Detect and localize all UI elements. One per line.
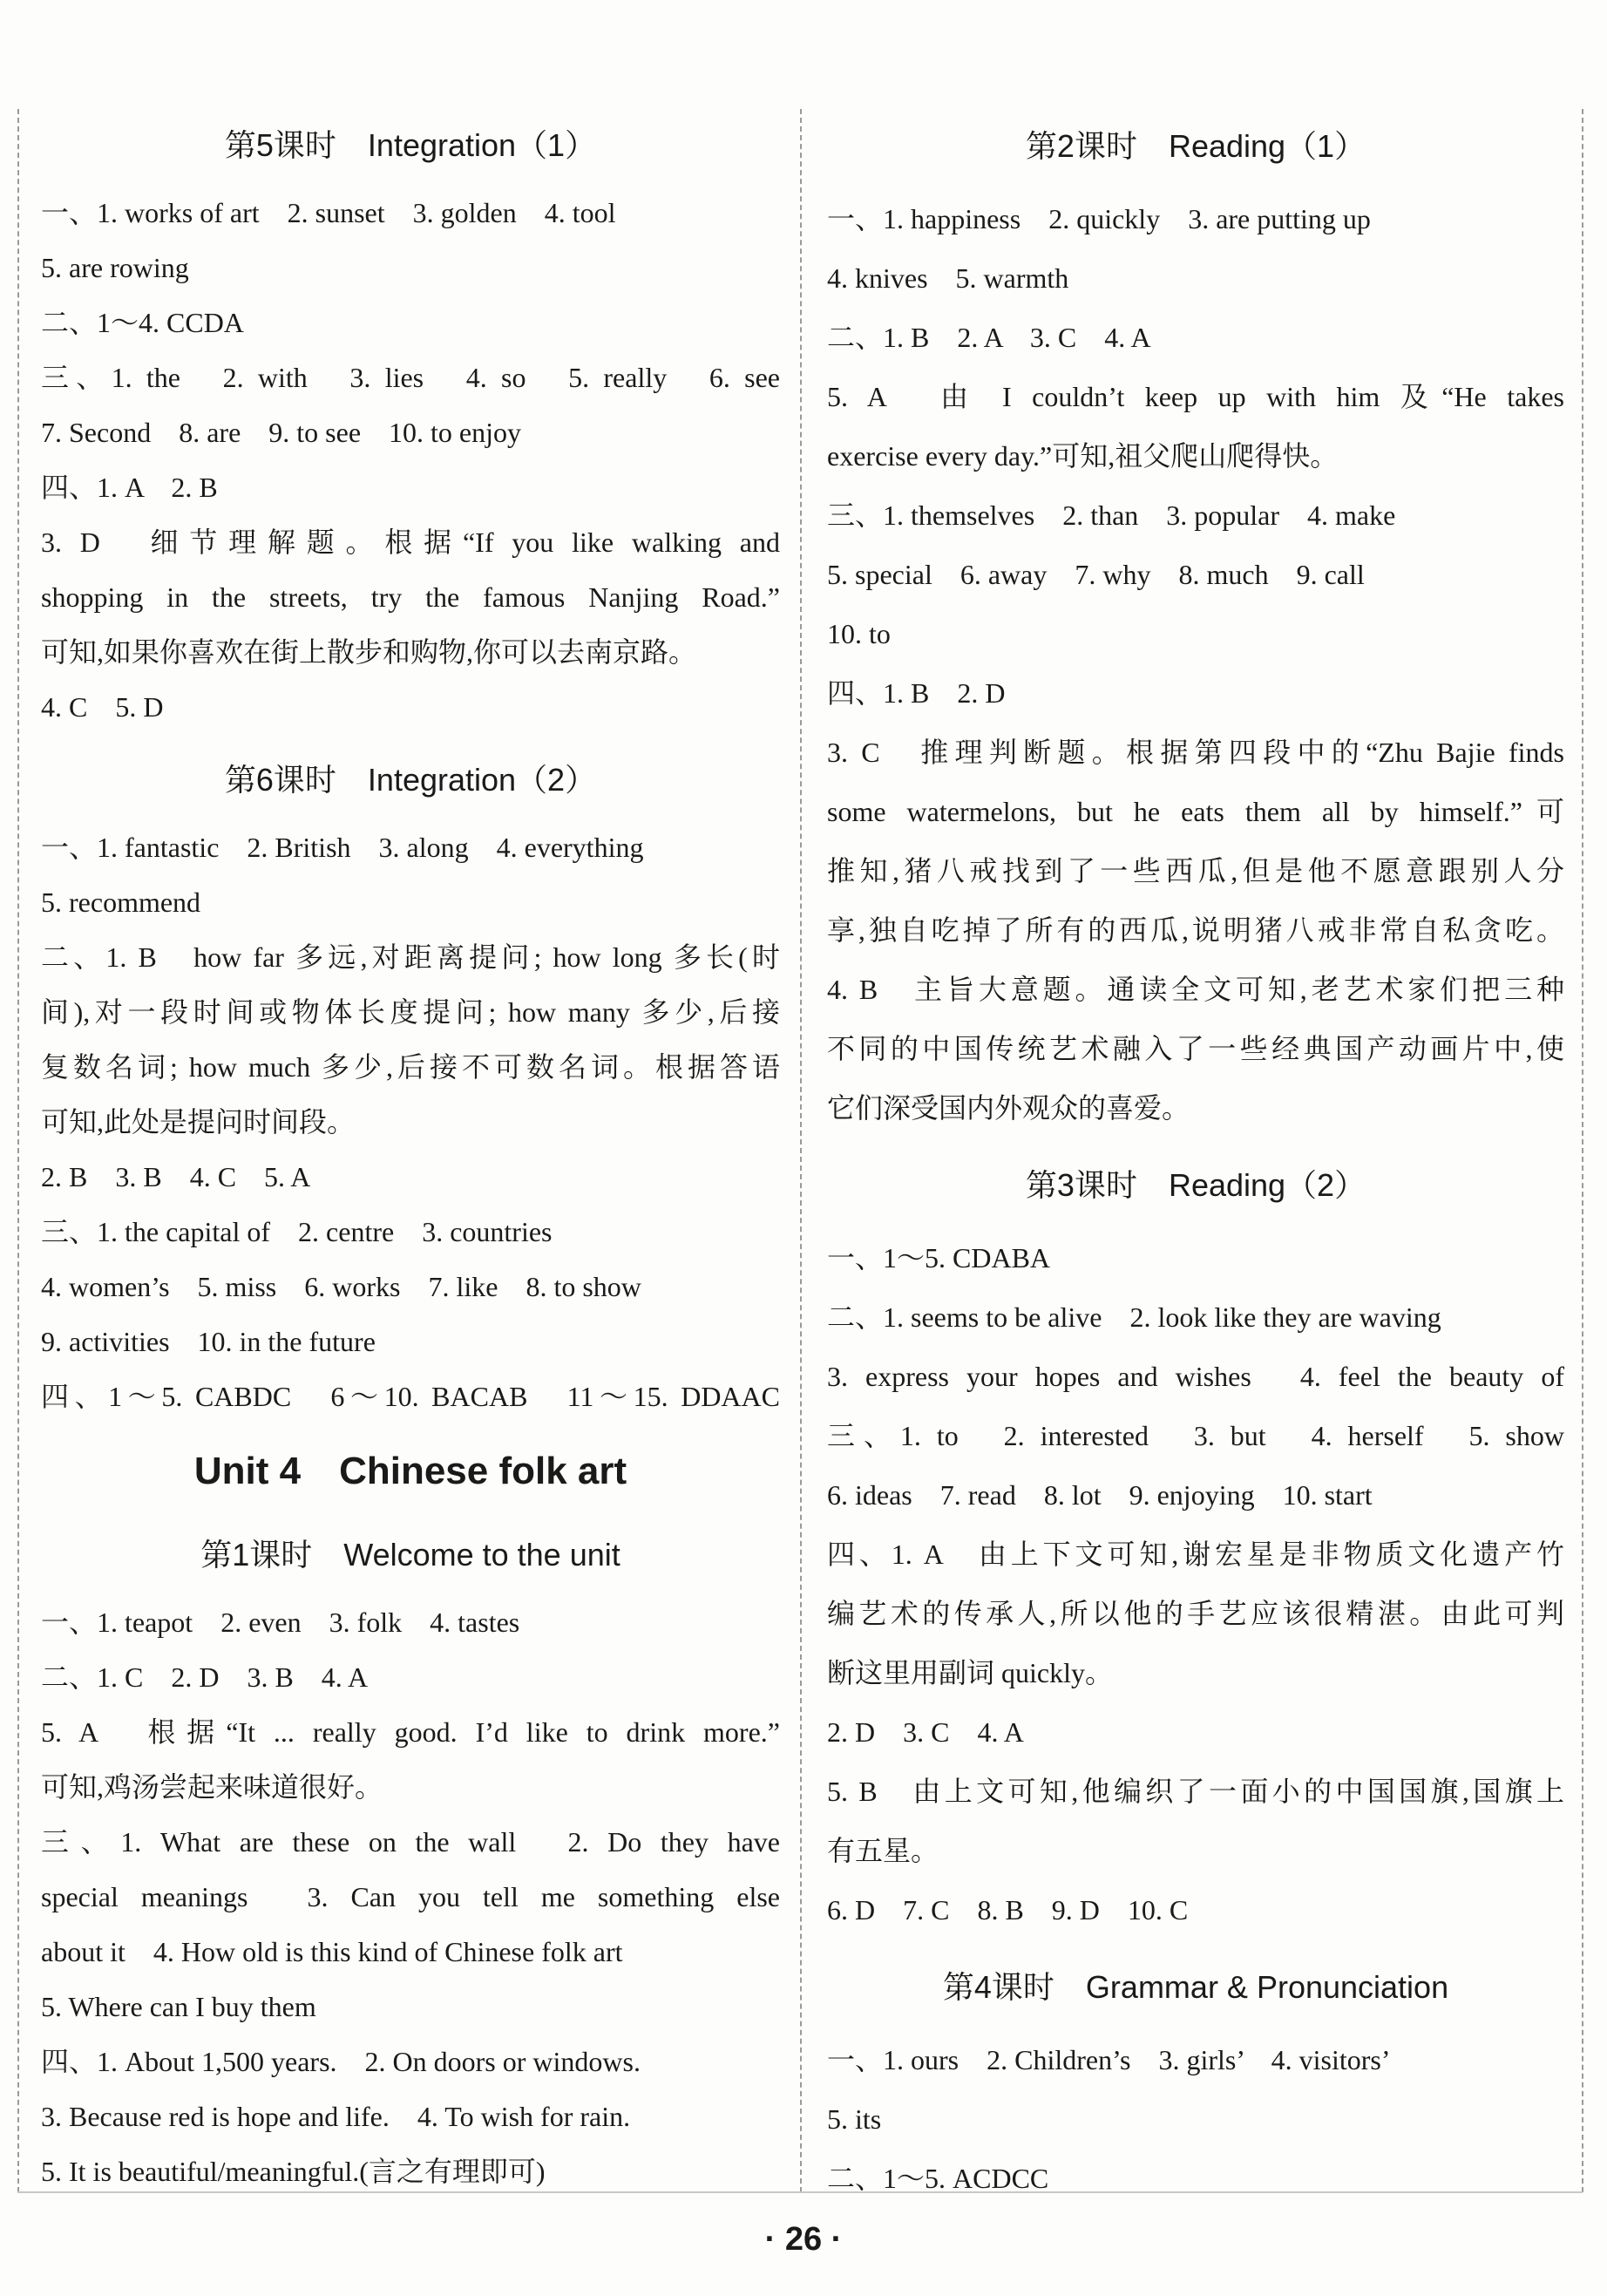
answer-line: 一、1. fantastic 2. British 3. along 4. everything [41, 832, 644, 863]
answer-line: 5. A 由 I couldn’t keep up with him 及“He takes [827, 381, 1564, 412]
lesson-heading: 第2课时 Reading（1） [1025, 127, 1366, 164]
answer-line: 5. recommend [41, 886, 201, 918]
answer-line: 推知,猪八戒找到了一些西瓜,但是他不愿意跟别人分 [827, 855, 1564, 886]
answer-line: 5. Where can I buy them [41, 1991, 316, 2022]
answer-line: 四、1. A 由上下文可知,谢宏星是非物质文化遗产竹 [827, 1539, 1564, 1570]
answer-line: 5. It is beautiful/meaningful.(言之有理即可) [41, 2156, 546, 2187]
answer-line: 不同的中国传统艺术融入了一些经典国产动画片中,使 [827, 1033, 1564, 1064]
answer-line: 二、1～4. CCDA [41, 307, 244, 338]
lesson-heading: 第5课时 Integration（1） [224, 126, 597, 163]
answer-line: 三、1. the 2. with 3. lies 4. so 5. really 6. see [41, 362, 780, 393]
answer-line: 4. C 5. D [41, 691, 164, 723]
left-margin-dashed-line [17, 109, 19, 2192]
answer-line: 一、1. ours 2. Children’s 3. girls’ 4. visitors’ [827, 2044, 1391, 2075]
answer-line: 5. special 6. away 7. why 8. much 9. call [827, 559, 1365, 590]
lesson-heading: 第3课时 Reading（2） [1025, 1166, 1366, 1203]
answer-line: 三、1. themselves 2. than 3. popular 4. make [827, 499, 1396, 531]
answer-line: 四、1. About 1,500 years. 2. On doors or windows. [41, 2046, 641, 2077]
answer-line: 5. A 根据“It ... really good. I’d like to drink more.” [41, 1716, 780, 1748]
answer-line: 四、1. A 2. B [41, 472, 218, 503]
answer-line: 3. C 推理判断题。根据第四段中的“Zhu Bajie finds [827, 737, 1564, 768]
answer-line: 二、1～5. ACDCC [827, 2163, 1049, 2194]
answer-line: 2. B 3. B 4. C 5. A [41, 1161, 311, 1192]
answer-line: 5. are rowing [41, 252, 189, 283]
answer-line: about it 4. How old is this kind of Chinese folk art [41, 1936, 623, 1967]
answer-line: 一、1～5. CDABA [827, 1242, 1051, 1274]
answer-line: 一、1. happiness 2. quickly 3. are putting up [827, 203, 1371, 234]
answer-line: 断这里用副词 quickly。 [827, 1657, 1113, 1688]
answer-line: 3. D 细节理解题。根据“If you like walking and [41, 526, 780, 558]
answer-line: some watermelons, but he eats them all by himself.”可 [827, 796, 1564, 827]
answer-line: special meanings 3. Can you tell me something else [41, 1881, 780, 1912]
answer-line: 享,独自吃掉了所有的西瓜,说明猪八戒非常自私贪吃。 [827, 914, 1564, 946]
answer-line: 一、1. works of art 2. sunset 3. golden 4. tool [41, 197, 616, 228]
answer-line: 3. express your hopes and wishes 4. feel the beauty of [827, 1361, 1564, 1392]
answer-line: 6. ideas 7. read 8. lot 9. enjoying 10. start [827, 1479, 1373, 1511]
answer-line: 四、1～5. CABDC 6～10. BACAB 11～15. DDAAC [41, 1381, 780, 1412]
answer-line: 三、1. the capital of 2. centre 3. countries [41, 1216, 553, 1247]
left-column [41, 0, 780, 2199]
answer-line: shopping in the streets, try the famous Nanjing Road.” [41, 581, 780, 613]
answer-line: exercise every day.”可知,祖父爬山爬得快。 [827, 440, 1339, 472]
answer-line: 5. B 由上文可知,他编织了一面小的中国国旗,国旗上 [827, 1776, 1564, 1807]
answer-line: 二、1. B how far 多远,对距离提问; how long 多长(时 [41, 941, 780, 973]
answer-line: 三、1. to 2. interested 3. but 4. herself 5. show [827, 1420, 1564, 1451]
lesson-heading: 第1课时 Welcome to the unit [200, 1536, 620, 1573]
answer-line: 有五星。 [827, 1835, 939, 1866]
answer-line: 7. Second 8. are 9. to see 10. to enjoy [41, 417, 522, 448]
answer-line: 一、1. teapot 2. even 3. folk 4. tastes [41, 1607, 520, 1638]
answer-line: 4. knives 5. warmth [827, 262, 1069, 294]
answer-line: 二、1. seems to be alive 2. look like they are waving [827, 1301, 1441, 1333]
answer-line: 四、1. B 2. D [827, 677, 1006, 709]
answer-line: 可知,鸡汤尝起来味道很好。 [41, 1771, 383, 1803]
answer-line: 4. B 主旨大意题。通读全文可知,老艺术家们把三种 [827, 974, 1564, 1005]
page-number: · 26 · [764, 2221, 843, 2258]
answer-line: 复数名词; how much 多少,后接不可数名词。根据答语 [41, 1051, 780, 1083]
answer-line: 二、1. B 2. A 3. C 4. A [827, 322, 1151, 353]
answer-line: 4. women’s 5. miss 6. works 7. like 8. to show [41, 1271, 641, 1302]
unit-title: Unit 4 Chinese folk art [193, 1450, 627, 1492]
answer-line: 它们深受国内外观众的喜爱。 [827, 1092, 1190, 1124]
answer-line: 5. its [827, 2103, 882, 2135]
answer-line: 3. Because red is hope and life. 4. To wish for rain. [41, 2101, 631, 2132]
answer-line: 可知,此处是提问时间段。 [41, 1106, 356, 1138]
answer-line: 间),对一段时间或物体长度提问; how many 多少,后接 [41, 996, 780, 1028]
answer-line: 10. to [827, 618, 891, 649]
lesson-heading: 第6课时 Integration（2） [224, 761, 597, 798]
answer-line: 二、1. C 2. D 3. B 4. A [41, 1661, 369, 1693]
answer-line: 9. activities 10. in the future [41, 1326, 376, 1357]
answer-line: 2. D 3. C 4. A [827, 1716, 1024, 1748]
right-column [827, 0, 1564, 2208]
answer-line: 编艺术的传承人,所以他的手艺应该很精湛。由此可判 [827, 1598, 1564, 1629]
answer-line: 6. D 7. C 8. B 9. D 10. C [827, 1894, 1189, 1926]
answer-line: 三、1. What are these on the wall 2. Do they have [41, 1826, 780, 1858]
lesson-heading: 第4课时 Grammar & Pronunciation [942, 1968, 1449, 2005]
column-divider-dashed-line [800, 109, 802, 2192]
right-margin-dashed-line [1582, 109, 1583, 2192]
answer-line: 可知,如果你喜欢在街上散步和购物,你可以去南京路。 [41, 636, 697, 668]
